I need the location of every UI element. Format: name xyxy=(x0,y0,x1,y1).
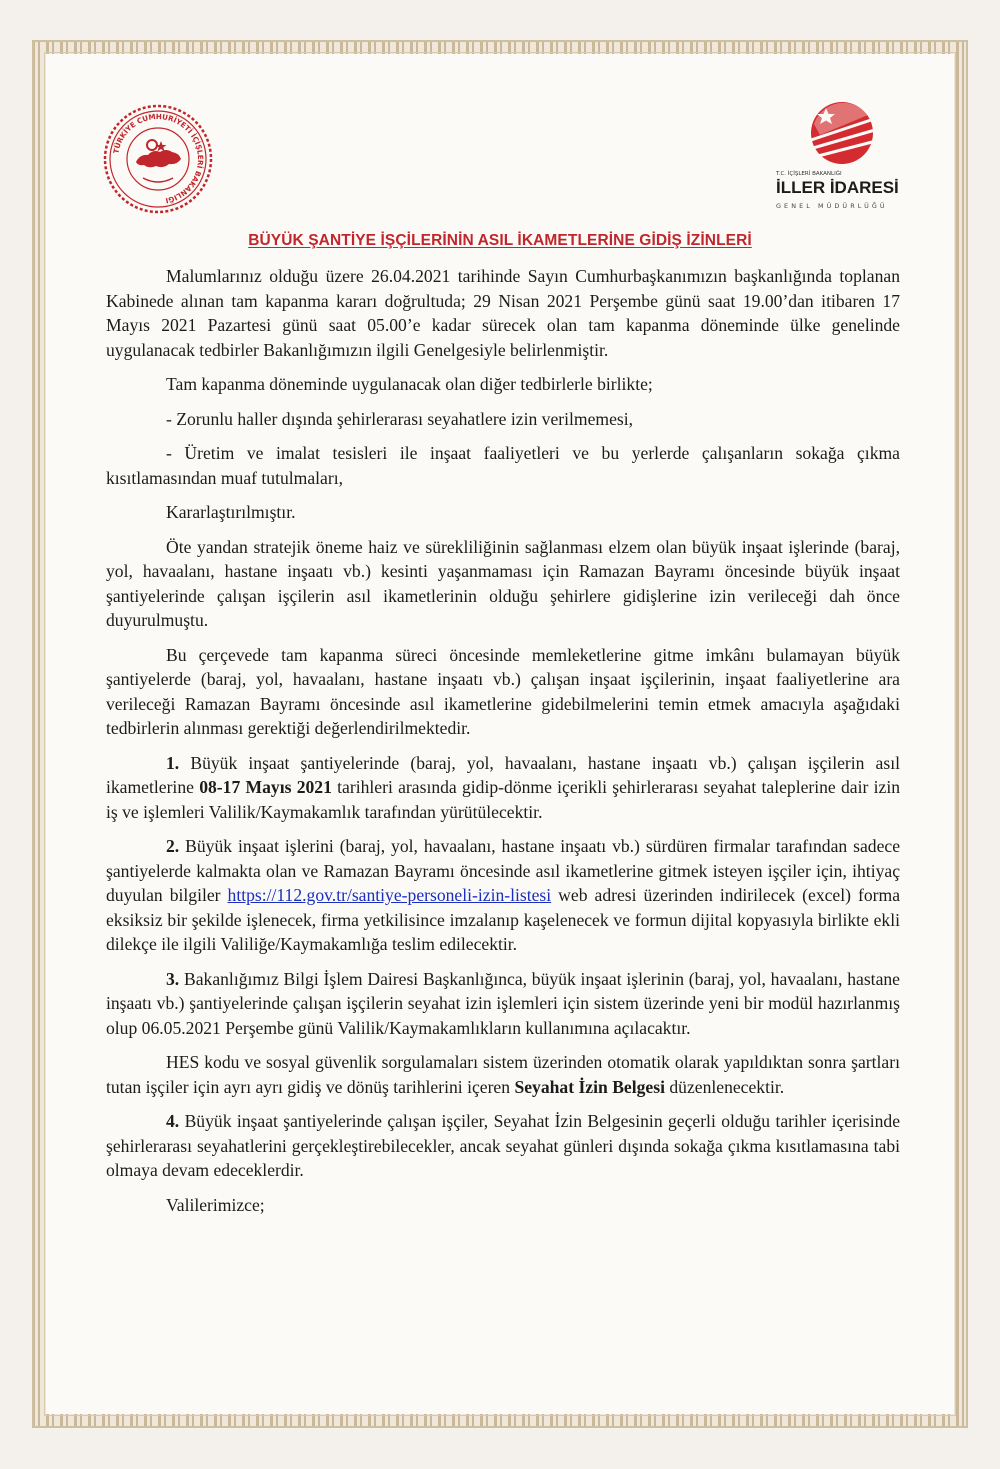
logo-sub-text: GENEL MÜDÜRLÜĞÜ xyxy=(776,202,888,210)
item-2-text-a: Büyük inşaat işlerini (baraj, yol, havaalanı, hastane inşaatı vb.) sürdüren firmalar tarafından sadece şantiyelerde kalmakta olan ve Ramazan Bayramı öncesinde asıl ikametlerine gitmek isteyen işçiler için, ihtiyaç duyulan bilgiler xyxy=(106,836,900,905)
logo-title-text: İLLER İDARESİ xyxy=(776,178,899,197)
ministry-seal-icon xyxy=(103,104,213,214)
item-2-number: 2. xyxy=(166,836,180,856)
paragraph-measure-travel: - Zorunlu haller dışında şehirlerarası seyahatlere izin verilmemesi, xyxy=(166,408,634,429)
hes-text-b: düzenlenecektir. xyxy=(664,1076,785,1097)
item-2 xyxy=(106,834,900,957)
item-2-text-b: web adresi üzerinden indirilecek (excel) forma eksiksiz bir şekilde işlenecek, firma yetkilisince imzalanıp kaşelenecek ve formun dijital kopyasıyla birlikte ekli dilekçe ile ilgili Valiliğe/Kaymakamlığa teslim edilecektir. xyxy=(106,885,901,954)
item-3-number: 3. xyxy=(166,968,180,989)
item-1 xyxy=(106,751,900,825)
closing-line: Valilerimizce; xyxy=(166,1194,265,1215)
item-3-text: Bakanlığımız Bilgi İşlem Dairesi Başkanlığınca, büyük inşaat işlerinin (baraj, yol, havaalanı, hastane inşaatı vb.) şantiyelerinde çalışan işçilerin seyahat izin işlemleri için sistem üzerinde yeni bir modül hazırlanmış olup 06.05.2021 Perşembe günü Valilik/Kaymakamlıkların kullanımına açılacaktır. xyxy=(106,968,900,1038)
item-4 xyxy=(106,1109,900,1183)
paragraph-framework: Bu çerçevede tam kapanma süreci öncesinde memleketlerine gitme imkânı bulamayan büyük şantiyelerde (baraj, yol, havaalanı, hastane inşaatı vb.) çalışan inşaat işçilerinin, inşaat faaliyetlerine ara verileceği Ramazan Bayramı öncesinde asıl ikametlerine gidebilmelerini temin etmek amacıyla aşağıdaki tedbirlerin alınması gerektiği değerlendirilmektedir. xyxy=(106,644,900,738)
paragraph-hes xyxy=(106,1050,900,1099)
paragraph-measures-lead: Tam kapanma döneminde uygulanacak olan diğer tedbirlerle birlikte; xyxy=(166,374,653,394)
item-3 xyxy=(106,967,900,1041)
item-4-number: 4. xyxy=(166,1111,180,1131)
form-download-link[interactable]: https://112.gov.tr/santiye-personeli-izin-listesi xyxy=(227,885,552,905)
hes-text-a: HES kodu ve sosyal güvenlik sorgulamaları sistem üzerinden otomatik olarak yapıldıktan sonra şartları tutan işçiler için ayrı ayrı gidiş ve dönüş tarihlerini içeren xyxy=(106,1052,900,1097)
item-4-text: Büyük inşaat şantiyelerinde çalışan işçiler, Seyahat İzin Belgesinin geçerli olduğu tarihler içerisinde şehirlerarası seyahatlerini gerçekleştirebilecekler, ancak seyahat günleri dışında sokağa çıkma kısıtlamasına tabi olmaya devam edeceklerdir. xyxy=(106,1111,900,1180)
seal-ring-text: TÜRKİYE CUMHURİYETİ İÇİŞLERİ BAKANLIĞI xyxy=(111,111,206,206)
logo-ministry-text: T.C. İÇİŞLERİ BAKANLIĞI xyxy=(776,171,842,177)
item-1-text-a: Büyük inşaat şantiyelerinde (baraj, yol, havaalanı, hastane inşaatı vb.) çalışan işçilerin asıl ikametlerine xyxy=(106,752,900,797)
paragraph-decided: Kararlaştırılmıştır. xyxy=(166,502,296,522)
item-1-number: 1. xyxy=(166,752,180,773)
item-1-text-b: tarihleri arasında gidip-dönme içerikli şehirlerarası seyahat taleplerine dair izin iş ve işlemleri Valilik/Kaymakamlık tarafından yürütülecektir. xyxy=(106,777,901,822)
travel-permit-term: Seyahat İzin Belgesi xyxy=(514,1076,665,1097)
iller-idaresi-logo-icon xyxy=(770,100,910,215)
document-body xyxy=(106,264,900,1227)
document-title: BÜYÜK ŞANTİYE İŞÇİLERİNİN ASIL İKAMETLERİNE GİDİŞ İZİNLERİ xyxy=(248,232,752,249)
paragraph-intro: Malumlarınız olduğu üzere 26.04.2021 tarihinde Sayın Cumhurbaşkanımızın başkanlığında toplanan Kabinede alınan tam kapanma kararı doğrultuda; 29 Nisan 2021 Perşembe günü saat 19.00’dan itibaren 17 Mayıs 2021 Pazartesi günü saat 05.00’e kadar sürecek olan tam kapanma döneminde ülke genelinde uygulanacak tedbirler Bakanlığımızın ilgili Genelgesiyle belirlenmiştir. xyxy=(106,266,900,360)
item-1-dates: 08-17 Mayıs 2021 xyxy=(199,777,332,797)
paragraph-background: Öte yandan stratejik öneme haiz ve sürekliliğinin sağlanması elzem olan büyük inşaat işlerinde (baraj, yol, havaalanı, hastane inşaatı vb.) kesinti yaşanmaması için Ramazan Bayramı öncesinde büyük inşaat şantiyelerinde çalışan işçilerin asıl ikametlerinin olduğu şehirlere gidişlerine izin verileceği dah önce duyurulmuştu. xyxy=(106,536,900,630)
paragraph-measure-exemption: - Üretim ve imalat tesisleri ile inşaat faaliyetleri ve bu yerlerde çalışanların sokağa çıkma kısıtlamasından muaf tutulmaları, xyxy=(106,443,900,488)
